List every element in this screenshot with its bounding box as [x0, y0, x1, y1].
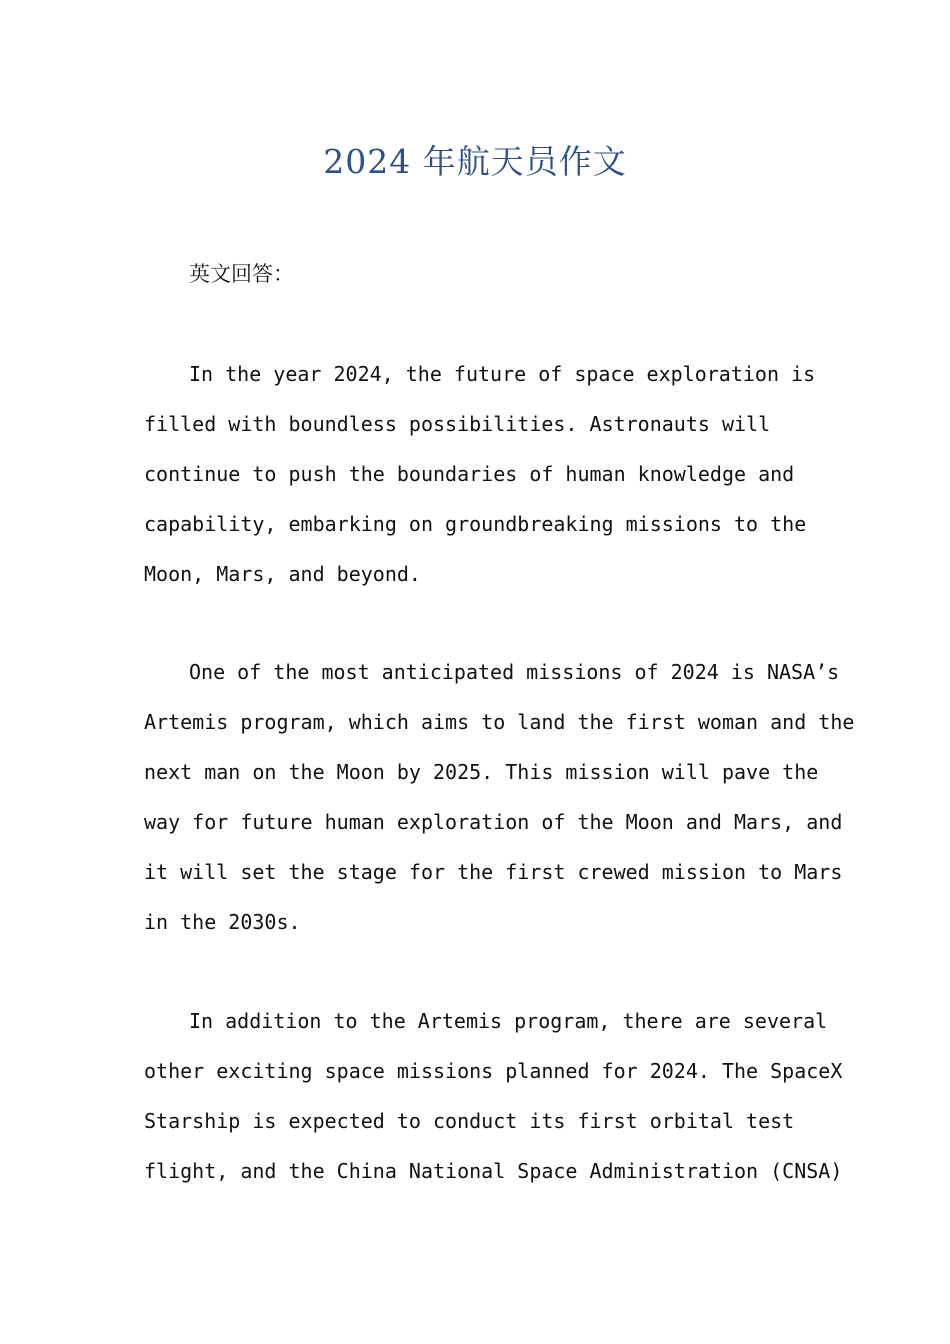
paragraph-line: continue to push the boundaries of human knowledge and [144, 462, 795, 486]
paragraph-line: way for future human exploration of the Moon and Mars, and [144, 810, 843, 834]
paragraph-line: In the year 2024, the future of space exploration is [189, 362, 816, 386]
paragraph-line: other exciting space missions planned for 2024. The SpaceX [144, 1059, 843, 1083]
paragraph-line: Moon, Mars, and beyond. [144, 562, 421, 586]
paragraph-line: One of the most anticipated missions of 2024 is NASA’s [189, 660, 840, 684]
document-title: 2024 年航天员作文 [323, 142, 627, 181]
paragraph-2 [144, 647, 855, 947]
paragraph-line: it will set the stage for the first crewed mission to Mars [144, 860, 843, 884]
paragraph-line: Starship is expected to conduct its first orbital test [144, 1109, 795, 1133]
paragraph-3 [144, 996, 843, 1196]
paragraph-line: Artemis program, which aims to land the first woman and the [144, 710, 855, 734]
paragraph-line: capability, embarking on groundbreaking missions to the [144, 512, 807, 536]
paragraph-line: in the 2030s. [144, 910, 301, 934]
paragraph-1 [144, 349, 824, 599]
paragraph-line: In addition to the Artemis program, there are several [189, 1009, 828, 1033]
paragraph-line: flight, and the China National Space Administration (CNSA) [144, 1159, 843, 1183]
paragraph-line: next man on the Moon by 2025. This mission will pave the [144, 760, 819, 784]
section-heading: 英文回答： [189, 262, 294, 286]
paragraph-line: filled with boundless possibilities. Astronauts will [144, 412, 771, 436]
